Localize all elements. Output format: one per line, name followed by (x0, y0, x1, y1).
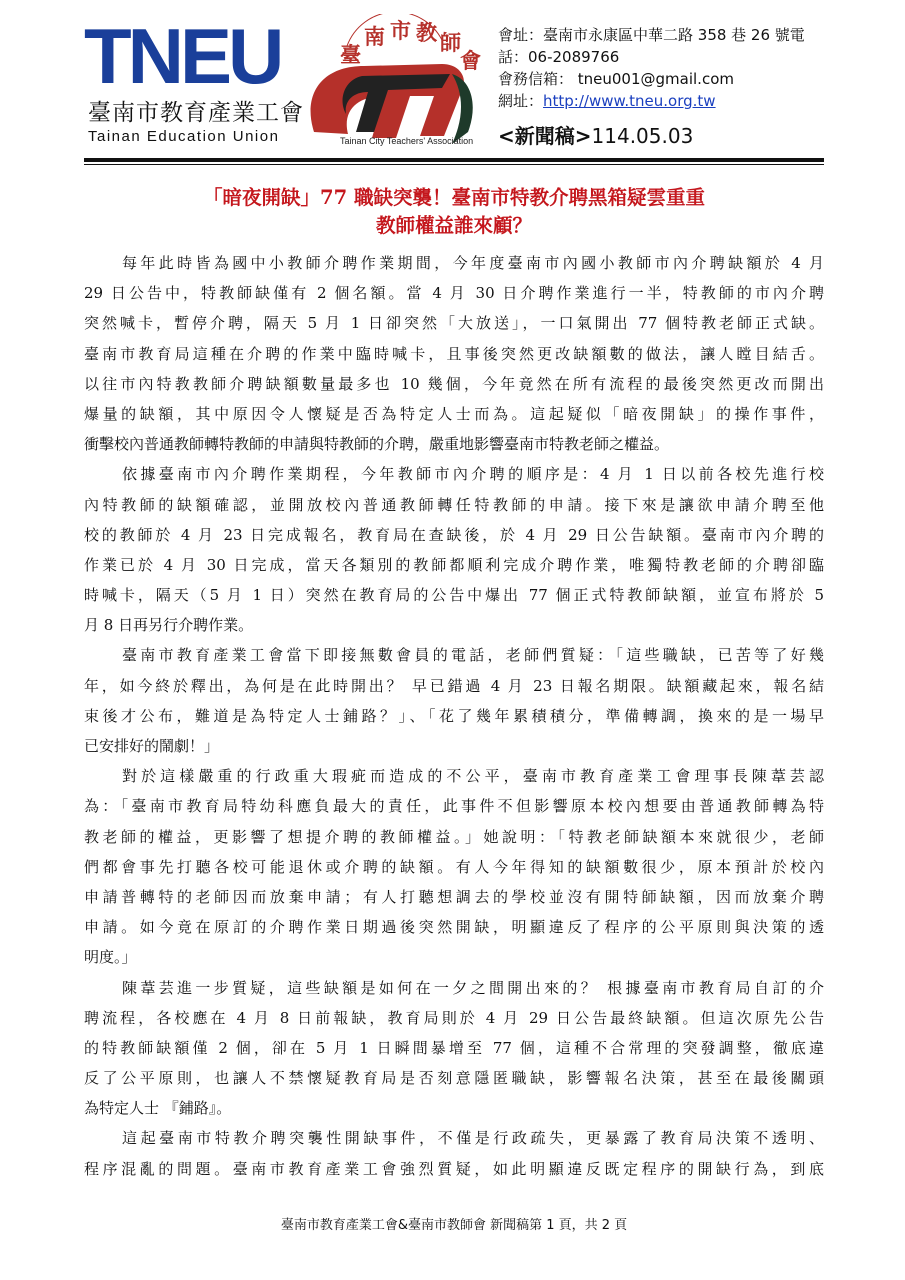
paragraph-line: 每年此時皆為國中小教師介聘作業期間，今年度臺南市內國小教師市內介聘缺額於 4 月 (122, 254, 824, 272)
tneu-logo-name-en: Tainan Education Union (88, 129, 280, 145)
teachers-association-seal-icon (292, 14, 492, 154)
press-label: <新聞稿> (498, 124, 592, 148)
paragraph-line: 月 8 日再另行介聘作業。 (84, 616, 254, 635)
press-release-date (498, 120, 693, 149)
paragraph-line: 內特教師的缺額確認，並開放校內普通教師轉任特教師的申請。接下來是讓欲申請介聘至他 (84, 495, 824, 514)
paragraph-line: 反了公平原則，也讓人不禁懷疑教育局是否刻意隱匿職缺，影響報名決策，甚至在最後關頭 (84, 1069, 824, 1088)
paragraph-line: 對於這樣嚴重的行政重大瑕疵而造成的不公平，臺南市教育產業工會理事長陳葦芸認 (122, 767, 824, 786)
paragraph-line: 為：「臺南市教育局特幼科應負最大的責任，此事件不但影響原本校內想要由普通教師轉為特 (84, 797, 824, 816)
header-divider-thin (84, 164, 824, 165)
paragraph (84, 973, 824, 1124)
paragraph-line: 程序混亂的問題。臺南市教育產業工會強烈質疑，如此明顯違反既定程序的開缺行為，到底 (84, 1159, 824, 1178)
paragraph-line: 校的教師於 4 月 23 日完成報名，教育局在查缺後，於 4 月 29 日公告缺額。臺南市內介聘的 (84, 525, 824, 544)
paragraph (84, 761, 824, 972)
paragraph-line: 申請普轉特的老師因而放棄申請；有人打聽想調去的學校並沒有開特師缺額，因而放棄介聘 (84, 887, 824, 906)
paragraph-line: 明度。」 (84, 948, 137, 967)
tneu-logo (84, 12, 304, 145)
contact-website (498, 90, 878, 112)
paragraph (84, 640, 824, 761)
tneu-logo-name-zh: 臺南市教育產業工會 (88, 100, 304, 126)
paragraph-line: 臺南市教育局這種在介聘的作業中臨時喊卡，且事後突然更改缺額數的做法，讓人瞠目結舌。 (84, 344, 824, 363)
paragraph-line: 臺南市教育產業工會當下即接無數會員的電話，老師們質疑：「這些職缺，已苦等了好幾 (122, 646, 824, 665)
paragraph-line: 的特教師缺額僅 2 個，卻在 5 月 1 日瞬間暴增至 77 個，這種不合常理的突發調整，徹底違 (84, 1038, 824, 1057)
paragraph-line: 聘流程，各校應在 4 月 8 日前報缺，教育局則於 4 月 29 日公告最終缺額。但這次原先公告 (84, 1008, 824, 1027)
article-body (84, 248, 824, 1184)
paragraph-line: 衝擊校內普通教師轉特教師的申請與特教師的介聘，嚴重地影響臺南市特教老師之權益。 (84, 435, 670, 454)
headline-line-1: 「暗夜開缺」77 職缺突襲！臺南市特教介聘黑箱疑雲重重 (203, 186, 705, 209)
teachers-association-seal (292, 14, 492, 154)
paragraph-line: 以往市內特教教師介聘缺額數量最多也 10 幾個，今年竟然在所有流程的最後突然更改而開出 (84, 374, 824, 393)
paragraph-line: 這起臺南市特教介聘突襲性開缺事件，不僅是行政疏失，更暴露了教育局決策不透明、 (122, 1129, 824, 1148)
paragraph-line: 申請。如今竟在原訂的介聘作業日期過後突然開缺，明顯違反了程序的公平原則與決策的透 (84, 918, 824, 937)
paragraph-line: 29 日公告中，特教師缺僅有 2 個名額。當 4 月 30 日介聘作業進行一半，特教師的市內介聘 (84, 284, 824, 303)
paragraph (84, 1123, 824, 1183)
paragraph-line: 們都會事先打聽各校可能退休或介聘的缺額。有人今年得知的缺額數很少，原本預計於校內 (84, 857, 824, 876)
page-footer: 臺南市教育產業工會&臺南市教師會 新聞稿第 1 頁，共 2 頁 (280, 1218, 628, 1233)
paragraph (84, 248, 824, 459)
tcta-logo-name-en: Tainan City Teachers' Association (340, 136, 474, 146)
headline-line-2: 教師權益誰來顧？ (375, 214, 532, 237)
paragraph-line: 作業已於 4 月 30 日完成，當天各類別的教師都順利完成介聘作業，唯獨特教老師的介聘卻臨 (84, 555, 824, 574)
contact-email: 會務信箱： tneu001@gmail.com (498, 70, 734, 88)
contact-phone: 話：06-2089766 (498, 48, 620, 66)
contact-address: 會址：臺南市永康區中華二路 358 巷 26 號電 (498, 26, 805, 44)
paragraph (84, 459, 824, 640)
press-date-value: 114.05.03 (591, 124, 694, 148)
tneu-logo-letters: TNEU (84, 12, 281, 100)
paragraph-line: 教老師的權益，更影響了想提介聘的教師權益。」她說明：「特教老師缺額本來就很少，老師 (84, 827, 824, 846)
paragraph-line: 為特定人士 『鋪路』。 (84, 1099, 232, 1118)
letterhead (0, 0, 905, 165)
paragraph-line: 束後才公布，難道是為特定人士鋪路？」、「花了幾年累積積分，準備轉調，換來的是一場早 (84, 706, 824, 725)
paragraph-line: 陳葦芸進一步質疑，這些缺額是如何在一夕之間開出來的？ 根據臺南市教育局自訂的介 (122, 978, 824, 997)
paragraph-line: 依據臺南市內介聘作業期程，今年教師市內介聘的順序是：4 月 1 日以前各校先進行校 (122, 465, 824, 484)
paragraph-line: 突然喊卡，暫停介聘，隔天 5 月 1 日卻突然「大放送」，一口氣開出 77 個特教老師正式缺。 (84, 314, 824, 333)
paragraph-line: 爆量的缺額，其中原因令人懷疑是否為特定人士而為。這起疑似「暗夜開缺」的操作事件， (84, 404, 824, 423)
website-label: 網址： (498, 92, 544, 110)
headline (84, 184, 824, 240)
contact-block (498, 24, 878, 112)
website-link[interactable]: http://www.tneu.org.tw (543, 92, 716, 110)
header-divider (84, 158, 824, 162)
paragraph-line: 時喊卡，隔天（5 月 1 日）突然在教育局的公告中爆出 77 個正式特教師缺額，並宣布將於 5 (84, 586, 824, 605)
seal-arc-text: 臺 南 市 教 師 會 (340, 18, 481, 73)
paragraph-line: 年，如今終於釋出，為何是在此時開出？ 早已錯過 4 月 23 日報名期限。缺額藏起來，報名結 (84, 676, 824, 695)
paragraph-line: 已安排好的鬧劇！」 (84, 737, 220, 755)
